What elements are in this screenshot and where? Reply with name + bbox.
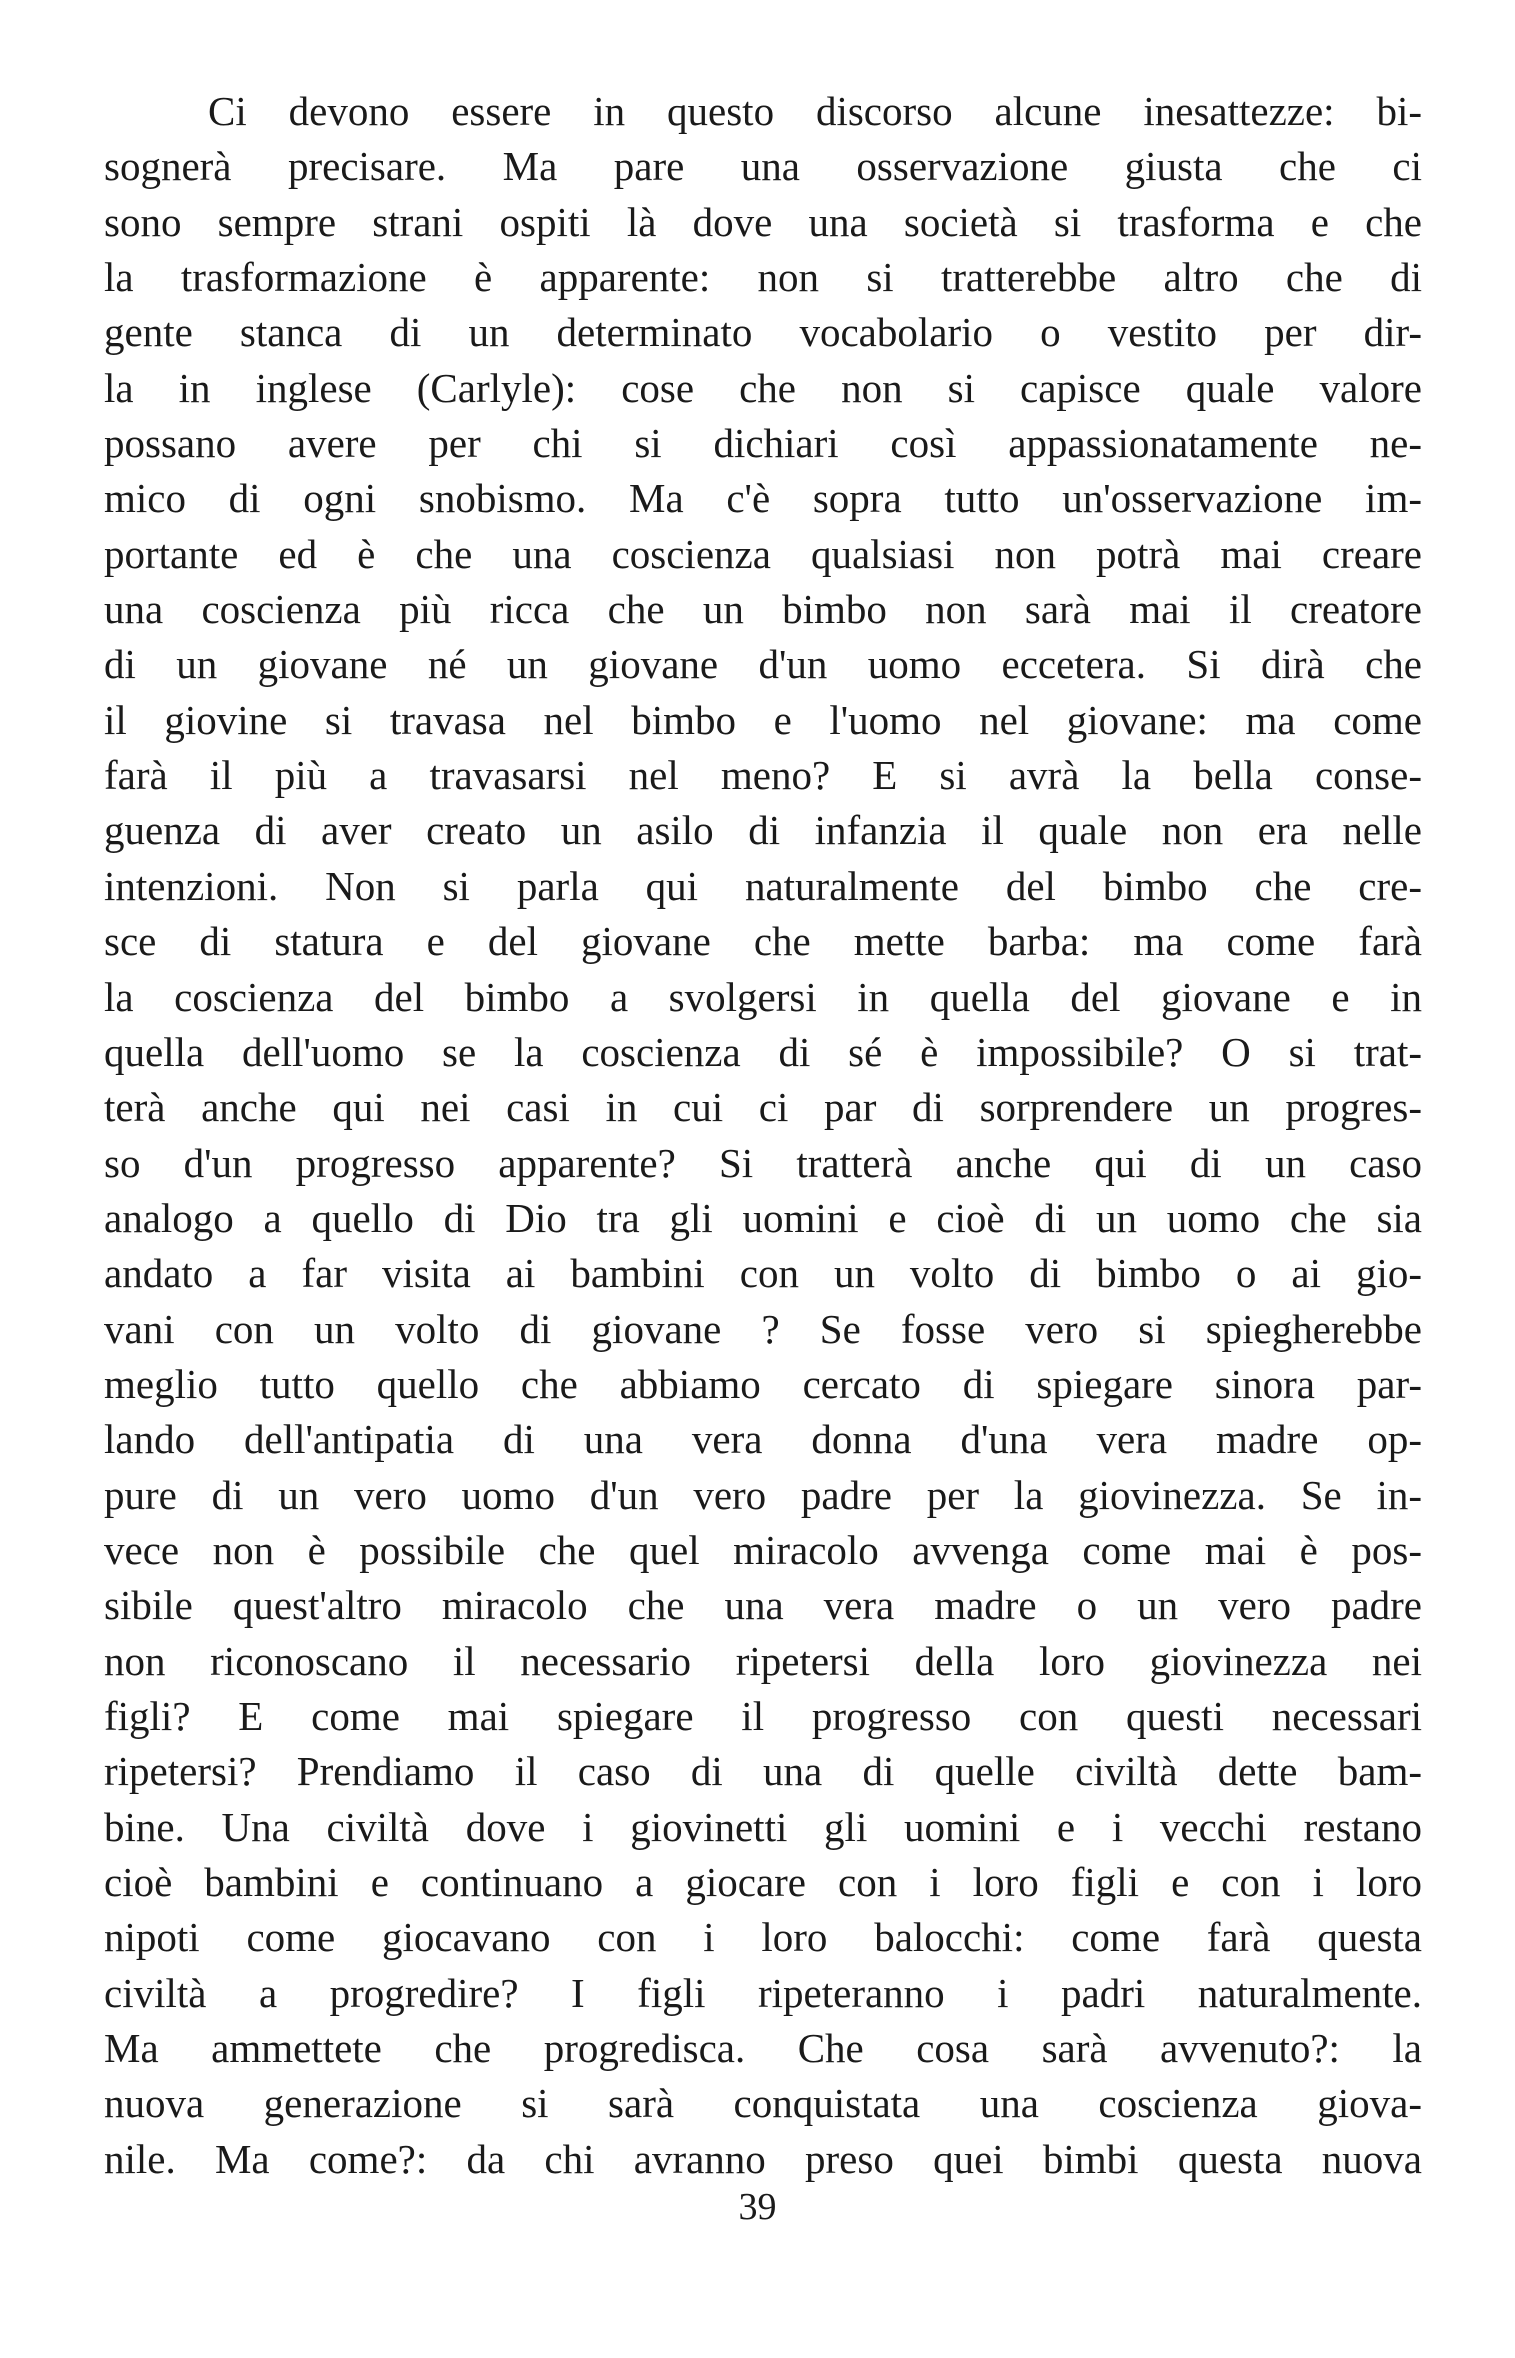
text-line: non riconoscano il necessario ripetersi della loro giovinezza nei — [104, 1637, 1422, 1684]
text-line: intenzioni. Non si parla qui naturalmente del bimbo che cre- — [104, 862, 1422, 909]
text-line: Ma ammettete che progredisca. Che cosa sarà avvenuto?: la — [104, 2025, 1422, 2072]
text-line: nile. Ma come?: da chi avranno preso quei bimbi questa nuova — [104, 2135, 1422, 2182]
text-line: la coscienza del bimbo a svolgersi in quella del giovane e in — [104, 973, 1422, 1020]
text-line: sono sempre strani ospiti là dove una società si trasforma e che — [104, 198, 1422, 245]
text-line: portante ed è che una coscienza qualsiasi non potrà mai creare — [104, 530, 1422, 577]
text-line: mico di ogni snobismo. Ma c'è sopra tutto un'osservazione im- — [104, 475, 1422, 522]
text-line: ripetersi? Prendiamo il caso di una di quelle civiltà dette bam- — [104, 1748, 1422, 1795]
text-line: la trasformazione è apparente: non si tratterebbe altro che di — [104, 254, 1422, 301]
text-line: sce di statura e del giovane che mette barba: ma come farà — [104, 918, 1422, 965]
text-line: meglio tutto quello che abbiamo cercato di spiegare sinora par- — [104, 1360, 1422, 1407]
page-number: 39 — [738, 2186, 777, 2228]
text-line: vani con un volto di giovane ? Se fosse vero si spiegherebbe — [104, 1305, 1422, 1352]
text-line: Ci devono essere in questo discorso alcune inesattezze: bi- — [208, 88, 1422, 134]
text-line: figli? E come mai spiegare il progresso con questi necessari — [104, 1692, 1422, 1739]
text-line: una coscienza più ricca che un bimbo non sarà mai il creatore — [104, 586, 1422, 633]
body-text — [104, 84, 1422, 2187]
text-line: terà anche qui nei casi in cui ci par di sorprendere un progres- — [104, 1084, 1422, 1131]
text-line: andato a far visita ai bambini con un volto di bimbo o ai gio- — [104, 1250, 1422, 1297]
text-line: so d'un progresso apparente? Si tratterà anche qui di un caso — [104, 1139, 1422, 1186]
text-line: cioè bambini e continuano a giocare con i loro figli e con i loro — [104, 1859, 1422, 1905]
text-line: farà il più a travasarsi nel meno? E si avrà la bella conse- — [104, 752, 1422, 799]
text-line: sibile quest'altro miracolo che una vera madre o un vero padre — [104, 1582, 1422, 1629]
text-line: guenza di aver creato un asilo di infanzia il quale non era nelle — [104, 807, 1422, 854]
text-line: pure di un vero uomo d'un vero padre per la giovinezza. Se in- — [104, 1471, 1422, 1518]
text-line: gente stanca di un determinato vocabolario o vestito per dir- — [104, 309, 1422, 356]
text-line: quella dell'uomo se la coscienza di sé è impossibile? O si trat- — [104, 1028, 1422, 1075]
text-line: nuova generazione si sarà conquistata una coscienza giova- — [104, 2080, 1422, 2127]
text-line: possano avere per chi si dichiari così appassionatamente ne- — [104, 420, 1422, 467]
text-line: la in inglese (Carlyle): cose che non si capisce quale valore — [104, 364, 1422, 411]
text-line: vece non è possibile che quel miracolo avvenga come mai è pos- — [104, 1526, 1422, 1573]
text-line: di un giovane né un giovane d'un uomo eccetera. Si dirà che — [104, 641, 1422, 688]
text-line: lando dell'antipatia di una vera donna d'una vera madre op- — [104, 1416, 1422, 1463]
text-line: nipoti come giocavano con i loro balocchi: come farà questa — [104, 1914, 1422, 1961]
text-line: bine. Una civiltà dove i giovinetti gli uomini e i vecchi restano — [104, 1803, 1422, 1850]
text-line: civiltà a progredire? I figli ripeteranno i padri naturalmente. — [104, 1969, 1422, 2016]
text-line: sognerà precisare. Ma pare una osservazione giusta che ci — [104, 143, 1422, 190]
text-line: il giovine si travasa nel bimbo e l'uomo nel giovane: ma come — [104, 696, 1422, 743]
text-line: analogo a quello di Dio tra gli uomini e cioè di un uomo che sia — [104, 1194, 1422, 1241]
